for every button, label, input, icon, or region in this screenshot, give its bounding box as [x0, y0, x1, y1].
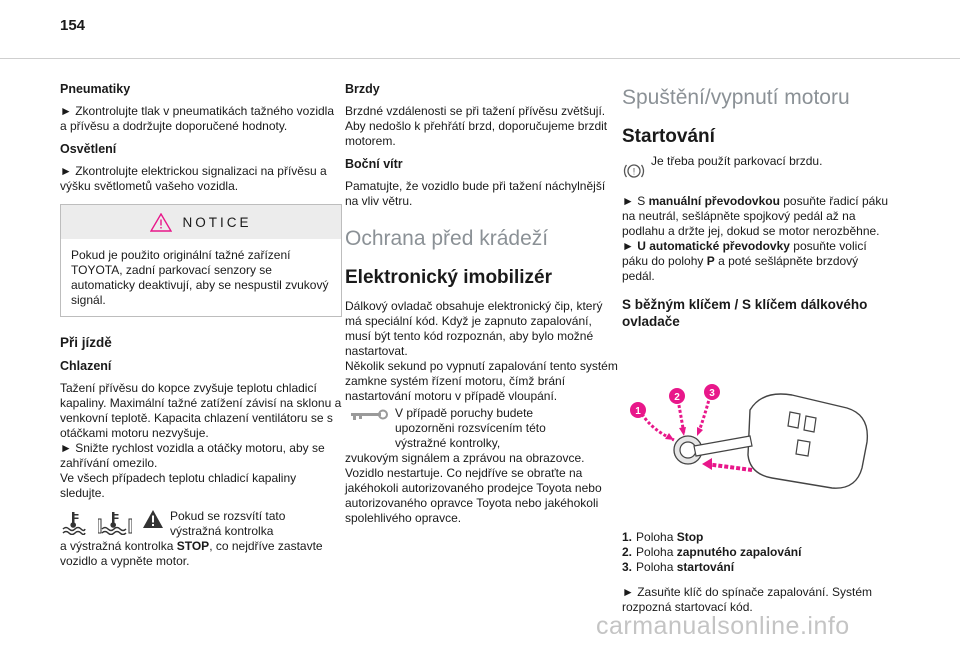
warning-text-b3: , co nejdříve zastavte vozidlo a vypněte motor. — [60, 539, 323, 568]
cooling-heading: Chlazení — [60, 359, 112, 373]
key-heading: S běžným klíčem / S klíčem dálkového ovladače — [622, 297, 868, 329]
auto-text-5: a poté sešlápněte brzdový pedál. — [622, 254, 859, 283]
driving-heading: Při jízdě — [60, 335, 112, 350]
position-num: 1. — [622, 530, 633, 544]
manual-gearbox-text — [622, 194, 892, 239]
automatic-gearbox-text — [622, 239, 892, 284]
manual-text-1: ► S — [622, 194, 649, 208]
header-divider — [0, 58, 960, 59]
immobiliser-title: Elektronický imobilizér — [345, 267, 552, 288]
position-label: startování — [676, 560, 735, 574]
position-prefix: Poloha — [636, 545, 677, 559]
wind-heading: Boční vítr — [345, 157, 403, 171]
column-2 — [345, 82, 620, 526]
parking-brake-text: Je třeba použít parkovací brzdu. — [651, 154, 823, 168]
starting-title: Startování — [622, 126, 715, 147]
notice-title: NOTICE — [182, 214, 252, 230]
warning-triangle-icon — [150, 213, 172, 232]
wind-text: Pamatujte, že vozidlo bude při tažení náchylnější na vliv větru. — [345, 179, 606, 208]
tyres-text: ► Zkontrolujte tlak v pneumatikách tažného vozidla a přívěsu a dodržujte doporučené hodnoty. — [60, 104, 335, 133]
insert-key-text: ► Zasuňte klíč do spínače zapalování. Systém rozpozná startovací kód. — [622, 585, 873, 614]
notice-box — [60, 204, 342, 317]
svg-text:!: ! — [632, 166, 636, 177]
list-item — [622, 560, 892, 575]
brakes-text: Brzdné vzdálenosti se při tažení přívěsu zvětšují. Aby nedošlo k přehřátí brzd, doporučujeme brzdit motorem. — [345, 104, 608, 148]
stop-label: STOP — [176, 539, 210, 553]
theft-title: Ochrana před krádeží — [345, 227, 549, 250]
tyres-heading: Pneumatiky — [60, 82, 131, 96]
engine-title: Spuštění/vypnutí motoru — [622, 86, 850, 109]
cooling-text-2: ► Snižte rychlost vozidla a otáčky motoru, aby se zahřívání omezilo. — [60, 441, 325, 470]
cooling-text-3: Ve všech případech teplotu chladicí kapaliny sledujte. — [60, 471, 297, 500]
manual-text-2: manuální převodovkou — [648, 194, 780, 208]
notice-header — [61, 205, 341, 239]
auto-text-2: U automatické převodovky — [637, 239, 790, 253]
watermark: carmanualsonline.info — [596, 612, 850, 640]
fault-text-b: zvukovým signálem a zprávou na obrazovce. Vozidlo nestartuje. Co nejdříve se obraťte na jakéhokoli autorizovaného prodejce Toyota nebo autorizovaného opravce Toyota nebo jakéhokoli spolehlivého opravce. — [345, 451, 602, 525]
auto-text-1: ► — [622, 239, 638, 253]
position-label: zapnutého zapalování — [676, 545, 802, 559]
column-3 — [622, 82, 892, 615]
position-prefix: Poloha — [636, 560, 677, 574]
notice-text: Pokud je použito originální tažné zařízení TOYOTA, zadní parkovací senzory se automaticky deaktivují, aby se nespustil zvukový signál. — [71, 248, 329, 307]
position-num: 3. — [622, 560, 633, 574]
auto-text-4: P — [706, 254, 715, 268]
list-item — [622, 530, 892, 545]
position-list — [622, 530, 892, 575]
coolant-level-icon — [98, 509, 132, 535]
key-warning-icon — [345, 406, 389, 424]
position-num: 2. — [622, 545, 633, 559]
warning-text-b — [60, 539, 342, 569]
parking-brake-icon — [623, 160, 645, 182]
cooling-text-1: Tažení přívěsu do kopce zvyšuje teplotu chladicí kapaliny. Maximální tažné zatížení závisí na sklonu a venkovní teplotě. Kapacita chlazení ventilátoru se s otáčkami motoru nezvyšuje. — [60, 381, 342, 440]
warning-text-a: Pokud se rozsvítí tato výstražná kontrolka — [170, 509, 286, 538]
warning-text-b1: a výstražná kontrolka — [60, 539, 177, 553]
coolant-temperature-icon — [60, 509, 86, 535]
immobiliser-text-1: Dálkový ovladač obsahuje elektronický čip, který má speciální kód. Když je zapnuto zapalování, musí být tento kód rozpoznán, aby bylo možné nastartovat. — [345, 299, 603, 358]
position-label: Stop — [676, 530, 704, 544]
callout-2: 2 — [674, 392, 680, 403]
lighting-heading: Osvětlení — [60, 142, 117, 156]
fault-row — [345, 406, 620, 451]
callout-1: 1 — [635, 406, 641, 417]
lighting-text: ► Zkontrolujte elektrickou signalizaci na přívěsu a výšku světlometů vašeho vozidla. — [60, 164, 327, 193]
brakes-heading: Brzdy — [345, 82, 380, 96]
warning-lights-row — [60, 509, 342, 539]
auto-text-3: posuňte volicí páku do polohy — [622, 239, 867, 268]
fault-text-a: V případě poruchy budete upozorněni rozsvícením této výstražné kontrolky, — [395, 406, 546, 450]
list-item — [622, 545, 892, 560]
callout-3: 3 — [709, 388, 715, 399]
immobiliser-text-2: Několik sekund po vypnutí zapalování tento systém zamkne systém řízení motoru, čímž brání nastartování motoru v případě vloupání. — [345, 359, 618, 403]
key-ignition-illustration — [622, 360, 872, 512]
manual-text-3: posuňte řadicí páku na neutrál, sešlápněte spojkový pedál až na podlahu a držte jej, dokud se motor nerozběhne. — [622, 194, 888, 238]
position-prefix: Poloha — [636, 530, 677, 544]
stop-warning-icon — [142, 509, 164, 529]
parking-brake-row — [622, 154, 892, 182]
page-number: 154 — [60, 17, 86, 34]
column-1 — [60, 82, 342, 569]
